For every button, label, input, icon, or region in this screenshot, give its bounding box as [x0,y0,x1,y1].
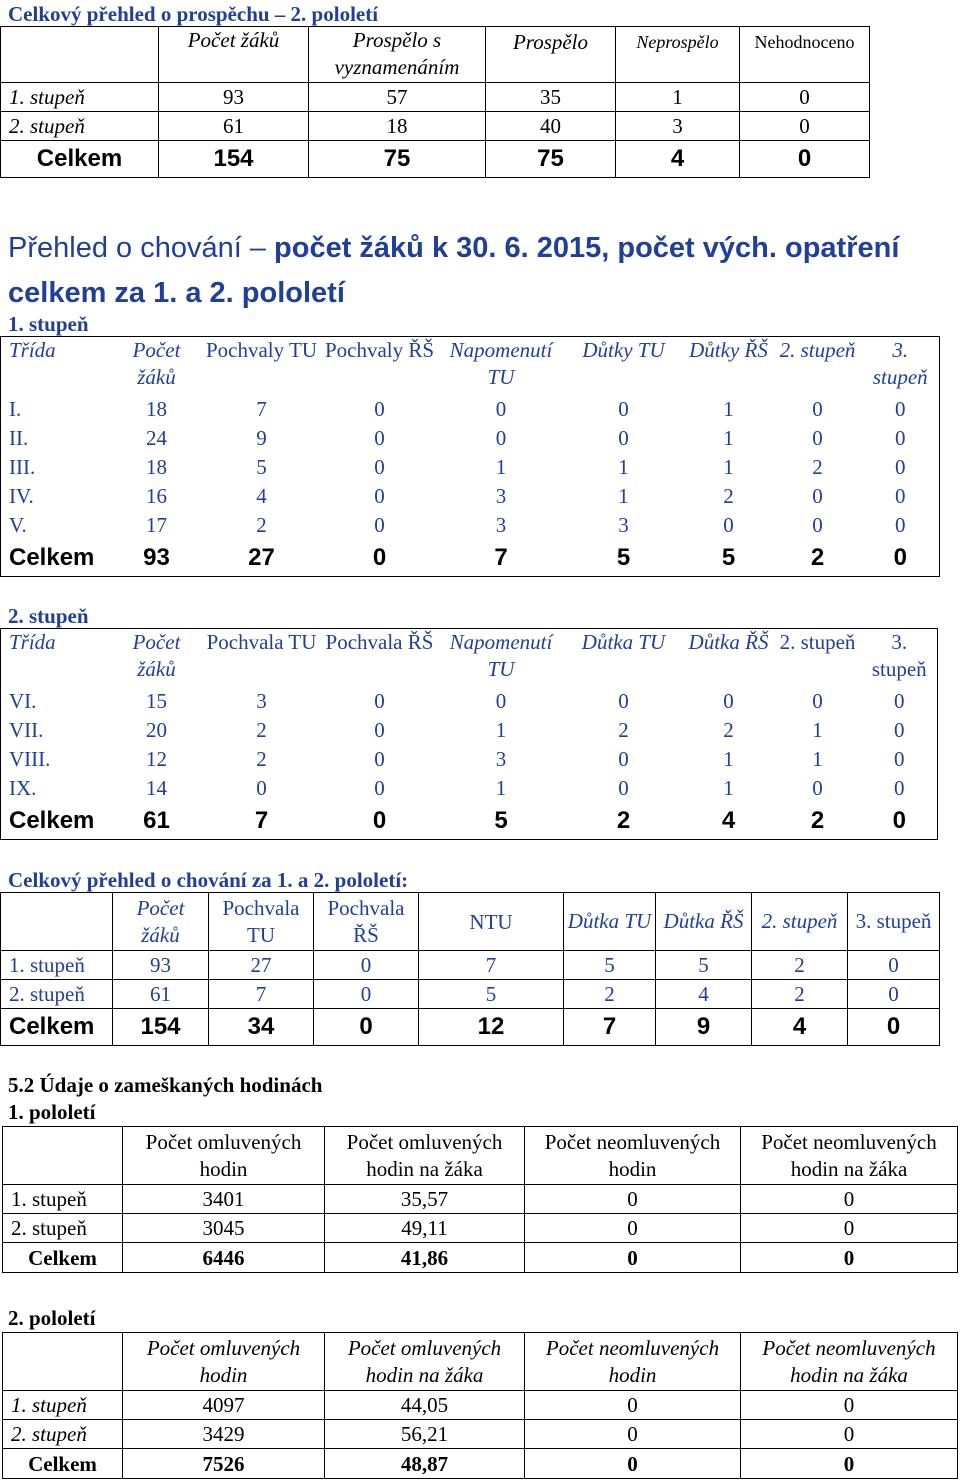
header-cell: Počet neomluvených hodin na žáka [741,1127,958,1185]
cell: 0 [894,747,905,771]
chovani-title [8,226,948,316]
cell: 1 [812,747,823,771]
header-cell: 3. stupeň [871,630,927,681]
header-cell: 2. stupeň [779,630,856,654]
cell: 1 [495,718,507,742]
cell: 75 [309,141,486,178]
cell: 1 [723,397,734,421]
table-row [3,1214,958,1243]
row-label: III. [9,455,36,479]
cell: 0 [741,1391,958,1420]
cell: 0 [374,455,385,479]
row-label: II. [9,426,29,450]
total-row [1,141,870,178]
cell: 0 [812,689,823,713]
cell: 18 [309,112,486,141]
cell: 14 [146,776,167,800]
cell: 15 [146,689,167,713]
cell: 5 [494,806,508,834]
cell: 24 [146,426,167,450]
cell: 0 [723,689,734,713]
cell: 44,05 [325,1391,525,1420]
table-row [1,424,940,453]
cell: 0 [812,776,823,800]
table-row [1,112,870,141]
header-cell: 2. stupeň [752,893,848,951]
table-row [1,745,938,774]
total-row [1,1009,940,1046]
row-label: 2. stupeň [1,980,113,1009]
row-label: V. [9,513,27,537]
cell: 0 [741,1214,958,1243]
cell: 0 [894,776,905,800]
cell: 18 [146,455,167,479]
row-label: VIII. [9,747,51,771]
pololeti2-label: 2. pololetí [8,1306,96,1330]
cell: 0 [741,1185,958,1214]
header-cell: Počet neomluvených hodin [525,1127,741,1185]
row-label: Celkem [1,1009,113,1046]
cell: 0 [374,513,385,537]
table-row [3,1420,958,1449]
chovani-title-bold: počet žáků k 30. 6. 2015, počet vých. opatření celkem za 1. a 2. pololetí [8,232,900,309]
header-cell: Počet žáků [159,27,309,83]
header-cell: Počet žáků [132,630,181,681]
table-row [3,1391,958,1420]
header-cell [3,1333,123,1391]
cell: 7 [494,543,508,571]
row-label: Celkem [3,1449,123,1479]
cell: 18 [146,397,167,421]
cell: 12 [146,747,167,771]
cell: 0 [374,776,385,800]
cell: 48,87 [325,1449,525,1479]
cell: 0 [895,426,906,450]
header-cell [1,27,159,83]
cell: 0 [892,806,906,834]
header-cell: Pochvala ŘŠ [325,630,434,654]
row-label: I. [9,397,22,421]
row-label: Celkem [9,543,95,571]
cell: 5 [419,980,564,1009]
cell: 2 [564,980,656,1009]
cell: 0 [495,397,507,421]
cell: 0 [893,543,907,571]
cell: 0 [848,980,940,1009]
cell: 3 [495,484,507,508]
header-cell: Neprospělo [616,27,740,83]
cell: 0 [895,513,906,537]
cell: 3 [616,112,740,141]
cell: 0 [525,1449,741,1479]
cell: 0 [372,806,387,834]
cell: 154 [113,1009,209,1046]
table-row [1,453,940,482]
cell: 3045 [123,1214,325,1243]
header-cell: Počet omluvených hodin [123,1127,325,1185]
header-cell: NTU [419,893,564,951]
row-label: 1. stupeň [3,1391,123,1420]
pololeti1-table [2,1126,958,1273]
cell: 4097 [123,1391,325,1420]
header-cell: Počet neomluvených hodin na žáka [741,1333,958,1391]
cell: 4 [752,1009,848,1046]
cell: 0 [525,1214,741,1243]
row-label: 2. stupeň [3,1214,123,1243]
cell: 56,21 [325,1420,525,1449]
prospech-title: Celkový přehled o prospěchu – 2. pololetí [8,2,379,26]
cell: 3 [256,689,267,713]
header-cell: Důtka TU [564,893,656,951]
cell: 93 [113,951,209,980]
header-cell: Pochvaly TU [205,338,318,362]
cell: 0 [372,543,387,571]
stupen1-table [0,336,940,577]
table-row [1,511,940,540]
cell: 0 [812,513,823,537]
cell: 4 [656,980,752,1009]
cell: 0 [895,455,906,479]
cell: 1 [616,83,740,112]
row-label: Celkem [3,1243,123,1273]
cell: 0 [740,112,870,141]
cell: 57 [309,83,486,112]
header-cell [1,893,113,951]
header-cell: Důtka ŘŠ [656,893,752,951]
row-label: IX. [9,776,37,800]
header-row [1,629,938,687]
row-label: VI. [9,689,37,713]
header-cell: Počet žáků [132,338,181,389]
row-label: 2. stupeň [3,1420,123,1449]
pololeti2-table [2,1332,958,1479]
cell: 1 [618,484,629,508]
cell: 2 [618,718,629,742]
cell: 0 [256,776,267,800]
header-cell: Pochvala ŘŠ [314,893,419,951]
cell: 0 [618,689,629,713]
prospech-table [0,26,870,178]
cell: 0 [812,426,823,450]
header-row [1,893,940,951]
cell: 7 [564,1009,656,1046]
cell: 16 [146,484,167,508]
header-cell: Počet žáků [113,893,209,951]
cell: 4 [616,141,740,178]
header-row [3,1127,958,1185]
cell: 3 [495,747,507,771]
cell: 0 [812,484,823,508]
cell: 7526 [123,1449,325,1479]
header-cell: Důtky ŘŠ [689,338,768,362]
cell: 1 [723,455,734,479]
cell: 0 [618,426,629,450]
table-row [1,83,870,112]
cell: 2 [752,980,848,1009]
cell: 40 [486,112,616,141]
cell: 0 [374,397,385,421]
cell: 6446 [123,1243,325,1273]
cell: 27 [248,543,275,571]
header-cell: 2. stupeň [779,338,856,362]
total-row [3,1449,958,1479]
row-label: VII. [9,718,44,742]
header-cell: Důtky TU [582,338,665,362]
row-label: 1. stupeň [3,1185,123,1214]
header-cell: 3. stupeň [848,893,940,951]
total-row [1,803,938,840]
cell: 0 [495,689,507,713]
header-cell: Důtka ŘŠ [688,630,769,654]
cell: 0 [495,426,507,450]
cell: 0 [740,141,870,178]
table-row [1,482,940,511]
stupen1-label: 1. stupeň [8,312,89,336]
cell: 0 [895,484,906,508]
cell: 0 [894,689,905,713]
header-cell: Počet omluvených hodin na žáka [325,1127,525,1185]
cell: 9 [656,1009,752,1046]
cell: 2 [256,747,267,771]
table-row [1,716,938,745]
total-row [3,1243,958,1273]
cell: 2 [752,951,848,980]
cell: 0 [525,1243,741,1273]
cell: 5 [564,951,656,980]
cell: 4 [256,484,267,508]
cell: 61 [159,112,309,141]
cell: 27 [209,951,314,980]
cell: 154 [159,141,309,178]
header-cell: Pochvala TU [206,630,317,654]
header-cell: Počet neomluvených hodin [525,1333,741,1391]
cell: 1 [723,426,734,450]
cell: 61 [143,806,170,834]
stupen2-label: 2. stupeň [8,604,89,628]
cell: 5 [721,543,736,571]
table-row [1,395,940,424]
cell: 0 [374,747,385,771]
cell: 1 [618,455,629,479]
cell: 2 [810,806,825,834]
cell: 2 [723,484,734,508]
cell: 7 [419,951,564,980]
cell: 0 [723,513,734,537]
cell: 7 [254,806,269,834]
cell: 0 [894,718,905,742]
cell: 93 [159,83,309,112]
cell: 0 [895,397,906,421]
cell: 0 [314,1009,419,1046]
row-label: Celkem [1,141,159,178]
header-cell [3,1127,123,1185]
row-label: Celkem [9,806,95,834]
table-row [1,774,938,803]
cell: 5 [656,951,752,980]
cell: 1 [723,776,734,800]
table-row [1,687,938,716]
cell: 1 [812,718,823,742]
cell: 61 [113,980,209,1009]
cell: 0 [618,747,629,771]
header-row [1,337,940,395]
cell: 4 [721,806,736,834]
cell: 2 [810,543,825,571]
header-cell: Třída [9,338,56,362]
cell: 17 [146,513,167,537]
cell: 0 [525,1420,741,1449]
cell: 3401 [123,1185,325,1214]
header-cell: 3. stupeň [872,338,928,389]
header-cell: Napomenutí TU [449,338,553,389]
header-cell: Pochvala TU [209,893,314,951]
cell: 0 [618,397,629,421]
celkovy-title: Celkový přehled o chování za 1. a 2. pololetí: [8,868,409,892]
header-cell: Třída [9,630,56,654]
cell: 0 [525,1185,741,1214]
table-row [1,980,940,1009]
cell: 0 [374,718,385,742]
cell: 2 [812,455,823,479]
cell: 12 [419,1009,564,1046]
cell: 7 [256,397,267,421]
row-label: 1. stupeň [1,951,113,980]
cell: 0 [314,980,419,1009]
cell: 0 [618,776,629,800]
cell: 3 [618,513,629,537]
header-cell: Prospělo s vyznamenáním [309,27,486,83]
cell: 3429 [123,1420,325,1449]
cell: 0 [314,951,419,980]
table-row [3,1185,958,1214]
table-row [1,951,940,980]
cell: 49,11 [325,1214,525,1243]
cell: 41,86 [325,1243,525,1273]
row-label: 2. stupeň [1,112,159,141]
cell: 3 [495,513,507,537]
cell: 0 [374,426,385,450]
cell: 35 [486,83,616,112]
cell: 0 [525,1391,741,1420]
cell: 2 [616,806,631,834]
cell: 35,57 [325,1185,525,1214]
row-label: 1. stupeň [1,83,159,112]
cell: 0 [741,1449,958,1479]
cell: 20 [146,718,167,742]
header-cell: Počet omluvených hodin [123,1333,325,1391]
cell: 9 [256,426,267,450]
header-cell: Nehodnoceno [740,27,870,83]
cell: 0 [812,397,823,421]
cell: 5 [256,455,267,479]
cell: 34 [209,1009,314,1046]
header-cell: Počet omluvených hodin na žáka [325,1333,525,1391]
celkovy-table [0,892,940,1046]
cell: 7 [209,980,314,1009]
cell: 0 [740,83,870,112]
stupen2-table [0,628,938,840]
header-cell: Napomenutí TU [449,630,553,681]
header-cell: Pochvaly ŘŠ [324,338,435,362]
cell: 1 [495,455,507,479]
cell: 2 [723,718,734,742]
pololeti1-label: 1. pololetí [8,1100,96,1124]
total-row [1,540,940,577]
cell: 0 [374,484,385,508]
cell: 1 [495,776,507,800]
cell: 2 [256,513,267,537]
cell: 0 [848,1009,940,1046]
cell: 0 [848,951,940,980]
cell: 0 [741,1243,958,1273]
cell: 0 [741,1420,958,1449]
header-cell: Prospělo [486,27,616,83]
cell: 5 [616,543,631,571]
prospech-header-row [1,27,870,83]
cell: 0 [374,689,385,713]
cell: 1 [723,747,734,771]
header-cell: Důtka TU [581,630,666,654]
cell: 93 [143,543,170,571]
zameskane-title: 5.2 Údaje o zameškaných hodinách [8,1073,323,1097]
chovani-title-plain: Přehled o chování – [8,232,275,264]
cell: 75 [486,141,616,178]
row-label: IV. [9,484,34,508]
header-row [3,1333,958,1391]
cell: 2 [256,718,267,742]
